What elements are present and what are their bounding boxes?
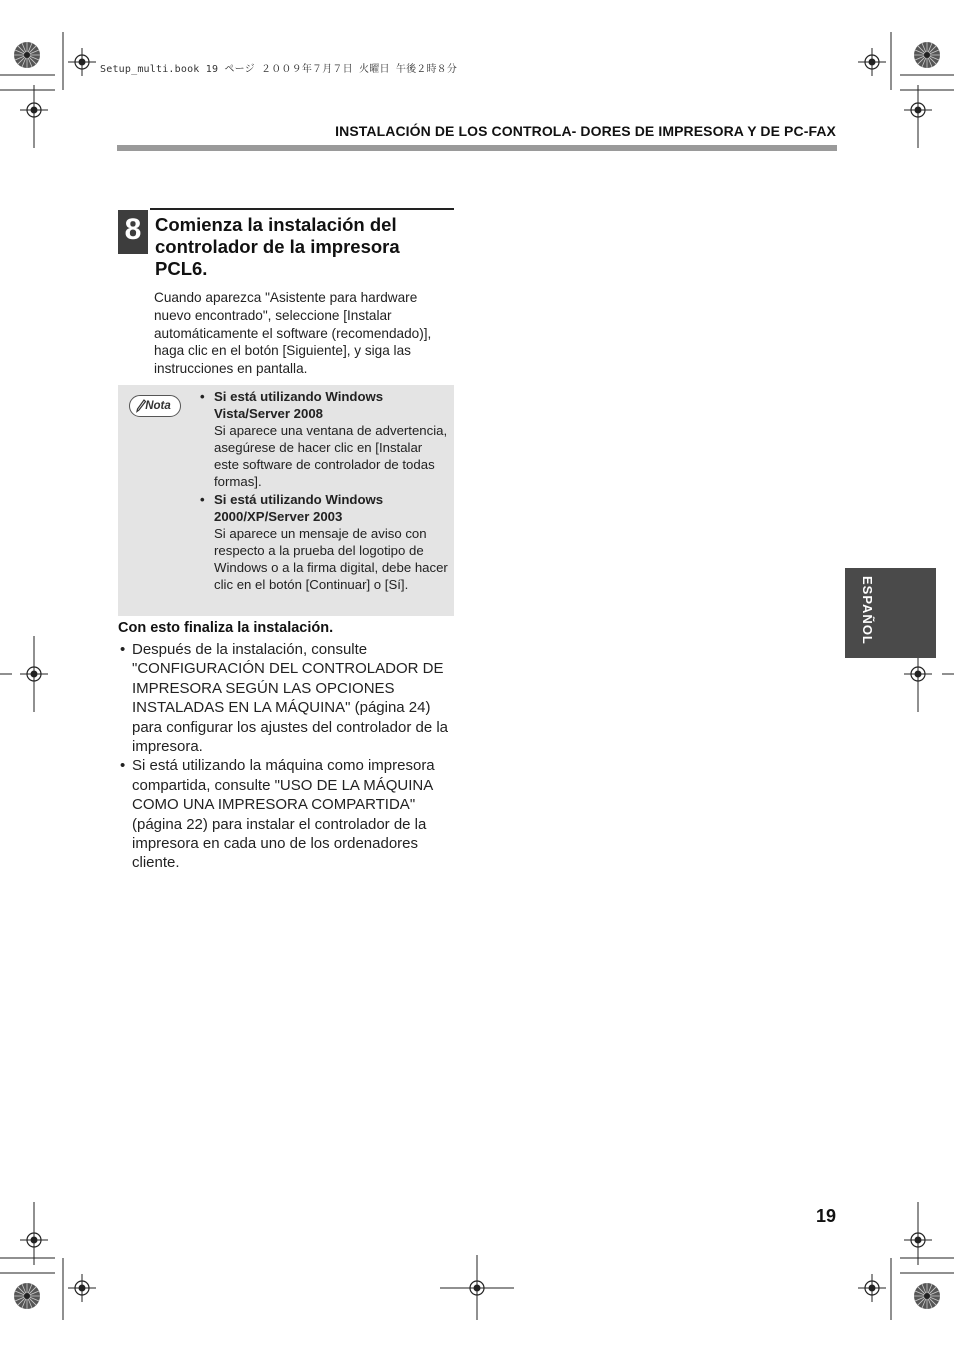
- list-item: [118, 640, 458, 756]
- bullet: •: [120, 757, 126, 775]
- pencil-icon: [136, 399, 146, 413]
- registration-mark-icon: [68, 48, 96, 76]
- color-wheel-icon: [914, 42, 940, 68]
- step-rule: [150, 208, 454, 210]
- page-number: 19: [815, 1206, 836, 1226]
- bullet: •: [200, 389, 205, 404]
- note-item-text: Si aparece una ventana de advertencia, asegúrese de hacer clic en [Instalar este software de controlador de todas formas].: [214, 423, 448, 490]
- header-rule: [117, 145, 837, 151]
- note-badge: [129, 395, 181, 417]
- note-item: [198, 388, 450, 491]
- note-item-heading: Si está utilizando Windows Vista/Server 2008: [214, 389, 384, 422]
- list-item-text: Después de la instalación, consulte "CONFIGURACIÓN DEL CONTROLADOR DE IMPRESORA SEGÚN LAS OPCIONES INSTALADAS EN LA MÁQUINA" (página 24) para configurar los ajustes del controlador de la impresora.: [132, 641, 449, 756]
- bullet: •: [120, 641, 126, 658]
- completion-heading: Con esto finaliza la instalación.: [118, 620, 334, 636]
- note-badge-label: Nota: [145, 400, 171, 412]
- note-item-text: Si aparece un mensaje de aviso con respecto a la prueba del logotipo de Windows o a la firma digital, debe hacer clic en el botón [Continuar] o [Sí].: [214, 525, 448, 593]
- color-wheel-icon: [14, 1283, 40, 1309]
- list-item-text: Si está utilizando la máquina como impresora compartida, consulte "USO DE LA MÁQUINA COMO UNA IMPRESORA COMPARTIDA" (página 22) para instalar el controlador de la impresora en cada uno de los ordenadores cliente.: [132, 757, 435, 872]
- language-tab-label: ESPAÑOL: [860, 576, 875, 645]
- registration-mark-icon: [858, 1274, 886, 1302]
- list-item: [118, 756, 458, 872]
- note-item: [198, 491, 450, 594]
- note-item-heading: Si está utilizando Windows 2000/XP/Server 2003: [214, 491, 384, 524]
- color-wheel-icon: [14, 42, 40, 68]
- step-number: 8: [118, 210, 148, 254]
- final-list: [118, 640, 458, 873]
- running-header-title: INSTALACIÓN DE LOS CONTROLA- DORES DE IMPRESORA Y DE PC-FAX: [335, 123, 836, 139]
- print-slug: Setup_multi.book 19 ページ ２００９年７月７日 火曜日 午後２時８分: [100, 64, 458, 75]
- registration-mark-icon: [68, 1274, 96, 1302]
- step-title: Comienza la instalación del controlador de la impresora PCL6.: [155, 214, 400, 279]
- color-wheel-icon: [914, 1283, 940, 1309]
- registration-mark-icon: [858, 48, 886, 76]
- step-body: Cuando aparezca "Asistente para hardware nuevo encontrado", seleccione [Instalar automáticamente el software (recomendado)], haga clic en el botón [Siguiente], y siga las instrucciones en pantalla.: [154, 290, 432, 377]
- bullet: •: [200, 491, 205, 507]
- note-list: [198, 388, 450, 593]
